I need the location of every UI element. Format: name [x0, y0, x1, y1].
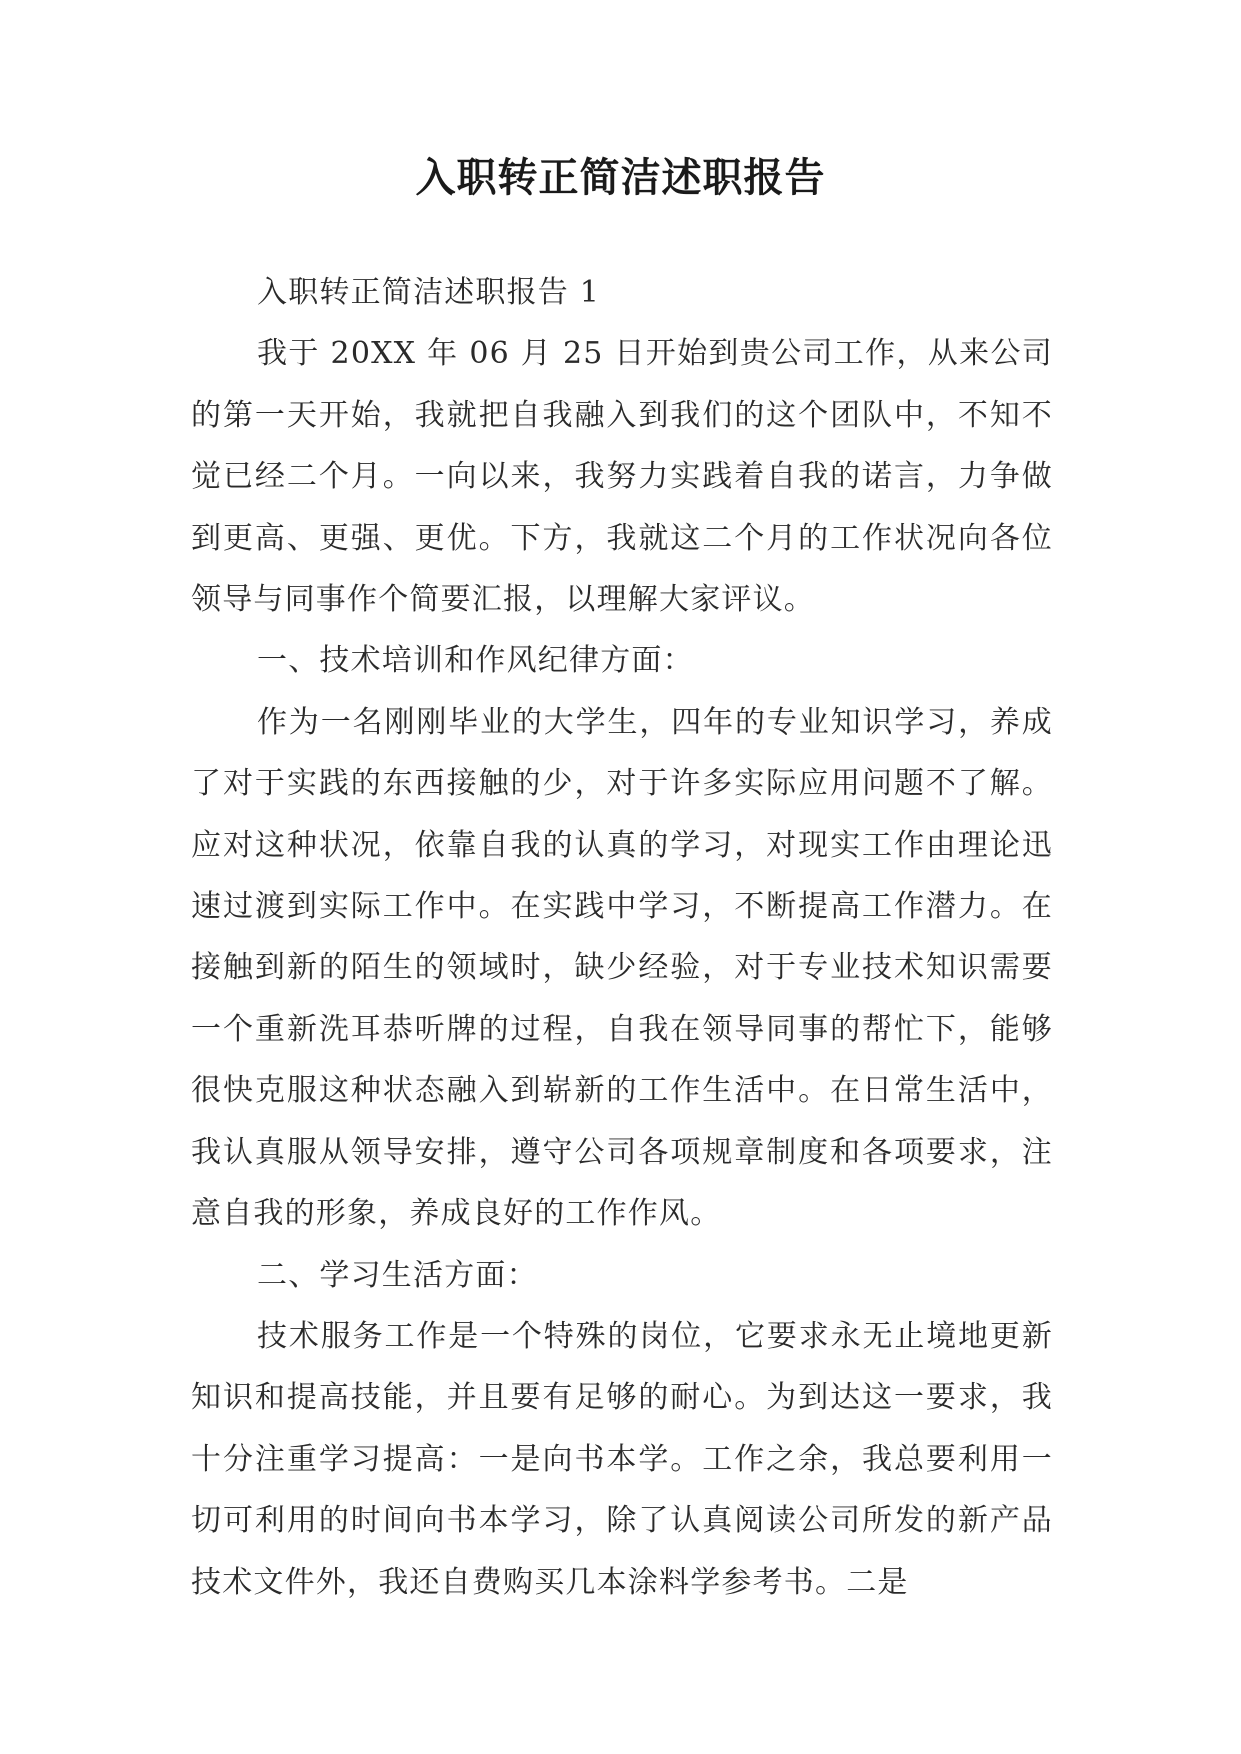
technical-training-paragraph: 作为一名刚刚毕业的大学生，四年的专业知识学习，养成了对于实践的东西接触的少，对于许多实际应用问题不了解。应对这种状况，依靠自我的认真的学习，对现实工作由理论迅速过渡到实际工作中。在实践中学习，不断提高工作潜力。在接触到新的陌生的领域时，缺少经验，对于专业技术知识需要一个重新洗耳恭听牌的过程，自我在领导同事的帮忙下，能够很快克服这种状态融入到崭新的工作生活中。在日常生活中，我认真服从领导安排，遵守公司各项规章制度和各项要求，注意自我的形象，养成良好的工作作风。	[191, 704, 1053, 1232]
section-heading-study-life: 二、学习生活方面：	[257, 1257, 538, 1293]
study-life-paragraph: 技术服务工作是一个特殊的岗位，它要求永无止境地更新知识和提高技能，并且要有足够的耐心。为到达这一要求，我十分注重学习提高：一是向书本学。工作之余，我总要利用一切可利用的时间向书本学习，除了认真阅读公司所发的新产品技术文件外，我还自费购买几本涂料学参考书。二是	[191, 1318, 1053, 1600]
intro-paragraph: 我于 20XX 年 06 月 25 日开始到贵公司工作，从来公司的第一天开始，我就把自我融入到我们的这个团队中，不知不觉已经二个月。一向以来，我努力实践着自我的诺言，力争做到更高、更强、更优。下方，我就这二个月的工作状况向各位领导与同事作个简要汇报，以理解大家评议。	[191, 336, 1053, 618]
document-body	[191, 262, 1053, 1613]
section-heading-report-1: 入职转正简洁述职报告 1	[257, 275, 601, 310]
document-title: 入职转正简洁述职报告	[415, 154, 826, 201]
section-heading-technical-training: 一、技术培训和作风纪律方面：	[257, 643, 694, 679]
